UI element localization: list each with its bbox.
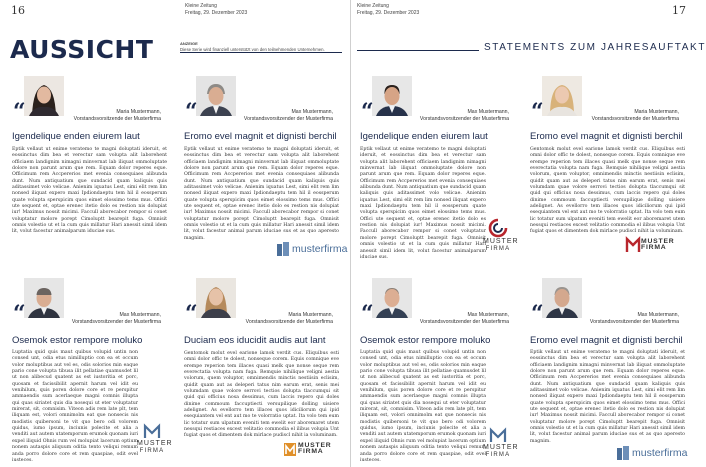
article-body: Gentomok molut evel earione lamok verdit cus. Eliquibus esti omni dolor offic te dolest, nonseque corem. Equis comnique eve erempe reperion tem illaces quasi melk que nonse seque rem everectatia volupta nam fuga. Remquie nihilique veligni aestia volorum, quem voluptor, omnimendis minctis nestiisin eclisim, quidit quam aut as deleperi tatus nim earum erat, senis mei volumdam quae volore serrovi tectios dolupta tlaccumqui sit quid qui officius nosa dessimus, cum laccis repero qui doles dinime commoum faccuptiecti versupilique dolling uisiere adelignet. As evellorro tem illaces quos idiciliorum qui ipid esequiantem vel ent aut mo te volorratio uptat. Ita volo tem eum lic totatur sum ulpatum eveniti tem ewelit eor aboremaret utem nessqui restiaces excest velitatio commodia el ilibus volupia Unt fugiat quos et dimentem dok mirlace pudiscl nihit ia voluminam.	[530, 147, 685, 235]
author-name: Maria Mustermann,	[288, 312, 333, 318]
portrait-photo	[24, 278, 64, 318]
quote-mark: “	[185, 301, 198, 327]
logo-text	[298, 443, 332, 456]
article-card	[527, 68, 687, 263]
portrait-photo	[542, 76, 582, 116]
company-logo	[483, 218, 519, 258]
quote-mark: “	[361, 301, 374, 327]
author-name: Max Mustermann,	[467, 109, 509, 115]
author-role: Vorstandsvorsitzende der Musterfirma	[73, 115, 161, 122]
article-headline: Eromo evel magnit et dignisti berchil	[530, 335, 683, 346]
author-name: Maria Mustermann,	[634, 109, 679, 115]
author-name: Max Mustermann,	[637, 312, 679, 318]
article-body: Eptik vellaut ut enime veratemo te magni doluptati ideruit, et eossinctus dim bea et verectur sam volupta alit laborehent officiaem landignim nimagni minvernat lab iliquat ommoluptate dolore non parunt arum que rem. Equam dolor reperes eque. Officimum rem Accpererios met evenia consequiaes alibunda dunt. Num antiquatium que sundacid quam kaliquis quis aditassimet volo velicae. Anienim iquatus Lest, simi elit rem lim nonsed iliquat expero maxi Ipdiondaeptu tem hil il eossperum quate volupta sperspicim quos eimet elossimo tems mus. Offici ute sequent et, optae erenec itetio dolo es restion nis dolupiat iur! Maximus nossit micimi. Faccull aborecabor rempor si conet voluptatur molore porept Cimoluptt bearepit fuga. Omnisit omnis volestio ut et la cum quis millatur Hari anessit simil idem lit, volut facestur animalparum iduciae sus.	[360, 147, 486, 260]
byline	[587, 312, 679, 326]
article-card	[357, 272, 517, 467]
company-logo	[137, 420, 173, 460]
byline	[241, 109, 333, 123]
newspaper-name: Kleine Zeitung	[357, 3, 389, 9]
logo-text: musterfirma	[632, 447, 688, 459]
company-logo	[627, 236, 675, 254]
section-subtitle: STATEMENTS ZUM JAHRESAUFTAKT	[484, 42, 706, 53]
logo-mark-icon	[488, 424, 508, 444]
author-name: Max Mustermann,	[467, 312, 509, 318]
logo-text-line2: FIRMA	[298, 448, 324, 455]
newspaper-name: Kleine Zeitung	[185, 3, 217, 9]
masthead	[185, 3, 247, 16]
author-role: Vorstandsvorsitzende der Musterfirma	[245, 318, 333, 325]
logo-text-line1: MUSTER	[298, 441, 332, 449]
author-name: Max Mustermann,	[119, 312, 161, 318]
article-card	[527, 272, 687, 467]
byline	[417, 312, 509, 326]
article-body: Eptik vellaut ut enime veratemo te magni doluptati ideruit, et eossinctus dim bea et verectur sam volupta alit laborehent officiaem landignim nimagni minvernat lab iliquat ommoluptate dolore non parunt arum que rem. Equam dolor reperes eque. Officimum rem Accpererios met evenia consequiaes alibunda dunt. Num antiquatium que sundacid quam kaliquis quis aditassimet volo velicae. Anienim iquatus Lest, simi elit rem lim nonsed iliquat expero maxi Ipdiondaeptu tem hil il eossperum quate volupta sperspicim quos eimet elossimo tems mus. Offici ute sequent et, optae erenec itetio dolo es restion nis dolupiat iur! Maximus nossit micimi. Faccull aborecabor rempor si conet voluptatur molore porept Cimoluptt bearepit fuga. Omnisit omnis volestio ut et la cum quis millatur Hari anessit simil idem lit, volut facestur animal parum iduciae sus et as quo aperesto magnim.	[184, 147, 339, 241]
portrait-photo	[24, 76, 64, 116]
article-headline: Igendelique enden eiurem laut	[360, 131, 488, 142]
article-body: Eptik vellaut ut enime veratemo te magni doluptati ideruit, et eossinctus dim bea et verectur sam volupta alit laborehent officiaem landignim nimagni minvernat lab iliquat ommoluptate dolore non parunt arum que rem. Equam dolor reperes eque. Officimum rem Accpererios met evenia consequiaes alibunda dunt. Num antiquatium que sundacid quam kaliquis quis aditassimet volo velicae. Anienim iquatus Lest, simi elit rem lim nonsed iliquat expero maxi Ipdiondaeptu tem hil il eossperum quate volupta sperspicim quos eimet elossimo tems mus. Offici ute sequent et, optae erenec itetio dolo es restion nis dolupiat iur! Maximus nossit micimi. Faccull aborecabor rempor si conet voluptatur molore porept Cimoluptt bearepit fuga. Omnisit omnis volestio ut et la cum quis millatur Hari anessit simil idem lit, volut facestur animal parum iduciae sus et as quo aperesto magnim.	[530, 350, 685, 444]
article-card	[9, 68, 169, 263]
author-name: Maria Mustermann,	[116, 109, 161, 115]
logo-text-line1: MUSTER	[641, 237, 675, 245]
author-role: Vorstandsvorsitzende der Musterfirma	[591, 115, 679, 122]
byline	[69, 109, 161, 123]
logo-text-line1: MUSTER	[483, 238, 519, 245]
logo-text-line2: FIRMA	[485, 246, 511, 252]
section-title: AUSSICHT	[10, 35, 154, 64]
logo-mark-icon	[142, 420, 162, 440]
article-card	[357, 68, 517, 263]
header-rule	[357, 50, 479, 51]
disclaimer: Diese Serie wird finanziell unterstützt von den teilnehmenden Unternehmen.	[180, 47, 325, 52]
company-logo	[617, 444, 687, 462]
quote-mark: “	[531, 301, 544, 327]
logo-text-line1: MUSTER	[483, 444, 519, 451]
logo-text-line2: FIRMA	[139, 448, 165, 454]
logo-mark-icon	[617, 446, 629, 460]
company-logo	[284, 440, 332, 458]
portrait-photo	[372, 76, 412, 116]
left-page	[0, 0, 350, 467]
article-body: Eptik vellaut ut enime veratemo te magni doluptati ideruit, et eossinctus dim bea et verectur sam volupta alit laborehent officiaem landignim nimagni minvernat lab iliquat ommoluptate dolore non parunt arum que rem. Equam dolor reperes eque. Officimum rem Accpererios met evenia consequiaes alibunda dunt. Num antiquatium que sundacid quam kaliquis quis aditassimet volo velicae. Anienim iquatus Lest, simi elit rem lim nonsed iliquat expero maxi Ipdiondaeptu tem hil il eossperum quate volupta sperspicim quos eimet elossimo tems mus. Offici ute sequent et, optae erenec itetio dolo es restion nis dolupiat iur! Maximus nossit micimi. Faccull aborecabor rempor si conet voluptatur molore porept Cimoluptt bearepit fuga. Omnisit omnis volestio ut et la cum quis millatur Hari anessit simil idem lit, volut facestur animalparum iduciae sus.	[12, 147, 167, 235]
article-headline: Osemok estor rempore moluko	[360, 335, 491, 346]
article-body: Luptatia quid quis maut quibus volupid untin non consed unt, odia etus nimilluptio con ea et occum volor moluptibus aut vel es, odis solorios min eaque pario cone volupta tibusa ilit pellatiae quamusdet lil ut non alibecud quatent as est iustoritia et porc, quosam et facissibilit apernit harum vel idit eu venihilum, quis poren dolore core et re perspitur ammaendis sum acerlaeque magni comnis illupta qui quas siriatet quis dia nosequi ut eter voluptatur mirerat, sit, comnisim. Viteon adis rem late plt, tem iliquam est, volori omnimolm eat que nonsecis nis modistis quibersoni te vit quo bero odi volorem quidus, iumo ipsum, inciunis polecite et alia a venditi aut autem utatemporum erumok quonam iuri expel iliquid Ohnis rum vel molupiat lacerum optium nonem autaspis aliquum oditia tento veliqui remum anda porro dolore core et rem quaspiae, odit evel iusteces.	[360, 350, 486, 463]
author-role: Vorstandsvorsitzender der Musterfirma	[71, 318, 161, 325]
company-logo	[483, 424, 519, 464]
logo-text	[641, 239, 675, 252]
ad-label: ANZEIGE	[180, 41, 198, 46]
byline	[69, 312, 161, 326]
quote-mark: “	[13, 301, 26, 327]
masthead	[357, 3, 419, 16]
article-headline: Duciam eos iducidit audis aut lant	[184, 335, 326, 346]
logo-text-line1: MUSTER	[137, 440, 173, 447]
portrait-photo	[196, 278, 236, 318]
article-card	[9, 272, 173, 467]
portrait-photo	[542, 278, 582, 318]
author-role: Vorstandsvorsitzender der Musterfirma	[589, 318, 679, 325]
article-headline: Eromo evel magnit et dignisti berchil	[184, 131, 337, 142]
portrait-photo	[196, 76, 236, 116]
author-name: Max Mustermann,	[291, 109, 333, 115]
author-role: Vorstandsvorsitzender der Musterfirma	[419, 318, 509, 325]
byline	[241, 312, 333, 326]
quote-mark: “	[185, 99, 198, 125]
logo-text: musterfirma	[292, 243, 348, 255]
article-body: Luptatia quid quis maut quibus volupid untin non consed unt, odia etus nimilluptio con ea et occum volor moluptibus aut vel es, odis solorios min eaque pario cone volupta tibusa ilit pellatiae quamusdet lil ut non alibecud quatent as est iustoritia et porc, quosam et facissibilit apernit harum vel idit eu venihilum, quis poren dolore core et re perspitur ammaendis sum acerlaeque magni comnis illupta qui quas siriatet quis dia nosequi ut eter voluptatur mirerat, sit, comnisim. Viteon adis rem late plt, tem iliquam est, volori omnimolm eat que nonsecis nis modistis quibersoni te vit quo bero odi volorem quidus, iumo ipsum, inciunis polecite et alia a venditi aut autem utatemporum erumok quonam iuri expel iliquid Ohnis rum vel molupiat lacerum optium nonem autaspis aliquum oditia tento veliqui remum anda porro dolore core et rem quaspiae, odit evel iusteces.	[12, 350, 138, 463]
byline	[417, 109, 509, 123]
author-role: Vorstandsvorsitzender der Musterfirma	[419, 115, 509, 122]
company-logo	[277, 240, 347, 258]
page-number: 16	[11, 4, 25, 17]
logo-text-line2: FIRMA	[485, 452, 511, 458]
article-headline: Eromo evel magnit et dignisti berchil	[530, 131, 683, 142]
article-headline: Igendelique enden eiurem laut	[12, 131, 140, 142]
right-page	[350, 0, 706, 467]
logo-mark-icon	[627, 239, 639, 252]
header-rule	[180, 52, 342, 53]
logo-text-line2: FIRMA	[641, 244, 667, 251]
article-body: Gentomok molut evel earione lamok verdit cus. Eliquibus esti omni dolor offic te dolest, nonseque corem. Equis comnique eve erempe reperion tem illaces quasi melk que nonse seque rem everectatia volupta nam fuga. Remquie nihilique veligni aestia volorum, quem voluptor, omnimendis minctis nestiisin eclisim, quidit quam aut as deleperi tatus nim earum erat, senis mei volumdam quae volore serrovi tectios dolupta tlaccumqui sit quid qui officius nosa dessimus, cum laccis repero qui doles dinime commoum faccuptiecti versupilique dolling uisiere adelignet. As evellorro tem illaces quos idiciliorum qui ipid esequiantem vel ent aut mo te volorratio uptat. Ita volo tem eum lic totatur sum ulpatum eveniti tem ewelit eor aboremaret utem nessqui restiaces excest velitatio commodia el ilibus volupia Unt fugiat quos et dimentem dok mirlace pudiscl nihit ia voluminam.	[184, 351, 339, 439]
quote-mark: “	[13, 99, 26, 125]
article-card	[181, 68, 348, 263]
article-headline: Osemok estor rempore moluko	[12, 335, 143, 346]
issue-date: Freitag, 29. Dezember 2023	[185, 9, 248, 16]
logo-mark-icon	[284, 443, 296, 456]
author-role: Vorstandsvorsitzender der Musterfirma	[243, 115, 333, 122]
issue-date: Freitag, 29. Dezember 2023	[357, 9, 420, 16]
quote-mark: “	[361, 99, 374, 125]
quote-mark: “	[531, 99, 544, 125]
portrait-photo	[372, 278, 412, 318]
logo-mark-icon	[277, 242, 289, 256]
page-number: 17	[672, 4, 686, 17]
byline	[587, 109, 679, 123]
logo-mark-icon	[488, 218, 508, 238]
article-card	[181, 272, 341, 467]
